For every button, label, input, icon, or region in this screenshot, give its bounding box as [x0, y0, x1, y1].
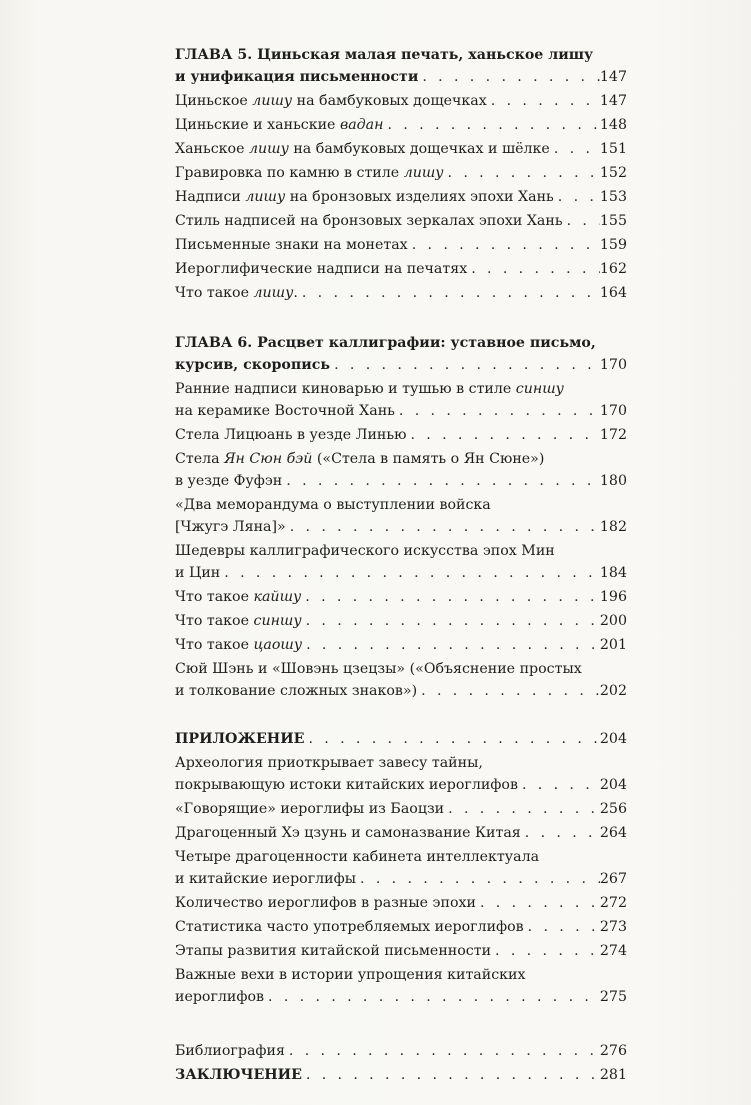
toc-entry[interactable]	[175, 258, 627, 280]
page-number: 204	[599, 731, 627, 747]
entry-last-line	[175, 210, 627, 232]
entry-last-line	[175, 586, 627, 608]
text-part: Циньские и ханьские	[175, 117, 340, 133]
entry-title	[175, 986, 264, 1008]
entry-last-line	[175, 66, 627, 88]
entry-last-line	[175, 282, 627, 304]
text-part: и Цин	[175, 565, 221, 581]
entry-title: и унификация письменности	[175, 69, 419, 85]
entry-last-line	[175, 774, 627, 796]
toc-entry[interactable]	[175, 798, 627, 820]
entry-last-line	[175, 138, 627, 160]
entry-last-line	[175, 1040, 627, 1062]
entry-line	[175, 494, 627, 516]
page-number: 152	[599, 165, 627, 181]
text-part-after: .	[293, 285, 298, 301]
entry-title	[175, 680, 417, 702]
page-number: 202	[599, 683, 627, 699]
entry-last-line	[175, 1064, 627, 1086]
entry-title	[175, 634, 302, 656]
page-number: 180	[599, 473, 627, 489]
text-part: Сюй Шэнь и «Шовэнь цзецзы» («Объяснение простых	[175, 661, 582, 677]
toc-entry[interactable]	[175, 378, 627, 422]
entry-last-line	[175, 258, 627, 280]
page-number: 281	[599, 1067, 627, 1083]
italic-part: лишу	[252, 93, 293, 109]
text-part: и толкование сложных знаков»)	[175, 683, 418, 699]
entry-title	[175, 892, 476, 914]
entry-title	[175, 162, 444, 184]
toc-entry[interactable]	[175, 634, 627, 656]
entry-title	[175, 400, 395, 422]
toc-entry[interactable]	[175, 448, 627, 492]
italic-part: лишу	[253, 285, 294, 301]
leader-dots	[550, 138, 600, 160]
entry-line	[175, 448, 627, 470]
page-number: 276	[599, 1043, 627, 1059]
toc-entry[interactable]	[175, 940, 627, 962]
leader-dots	[302, 610, 600, 632]
leader-dots	[444, 798, 600, 820]
entry-last-line	[175, 354, 627, 376]
entry-last-line	[175, 186, 627, 208]
toc-section	[175, 332, 627, 702]
entry-last-line	[175, 470, 627, 492]
page-number: 201	[599, 637, 627, 653]
leader-dots	[444, 162, 600, 184]
leader-dots	[301, 586, 600, 608]
page-number: 182	[599, 519, 627, 535]
toc-entry[interactable]	[175, 424, 627, 446]
entry-line	[175, 752, 627, 774]
section-spacer	[175, 306, 627, 332]
leader-dots	[264, 986, 600, 1008]
toc-entry[interactable]	[175, 822, 627, 844]
leader-dots	[521, 822, 600, 844]
leader-dots	[282, 470, 600, 492]
leader-dots	[285, 1040, 600, 1062]
entry-title	[175, 234, 408, 256]
italic-part: Ян Сюн бэй	[224, 451, 313, 467]
page-number: 162	[599, 261, 627, 277]
italic-part: цаошу	[253, 637, 303, 653]
leader-dots	[286, 516, 600, 538]
entry-last-line	[175, 114, 627, 136]
text-part: на керамике Восточной Хань	[175, 403, 395, 419]
entry-title	[175, 798, 444, 820]
entry-last-line	[175, 822, 627, 844]
text-part: Четыре драгоценности кабинета интеллектуала	[175, 849, 540, 865]
page-number: 273	[599, 919, 627, 935]
leader-dots	[298, 282, 600, 304]
text-part: Этапы развития китайской письменности	[175, 943, 492, 959]
leader-dots	[487, 90, 600, 112]
section-spacer	[175, 1010, 627, 1040]
page-number: 256	[599, 801, 627, 817]
entry-title	[175, 138, 550, 160]
italic-part: вадан	[339, 117, 384, 133]
leader-dots	[304, 728, 599, 750]
entry-last-line	[175, 162, 627, 184]
text-part-after: на бронзовых изделиях эпохи Хань	[285, 189, 554, 205]
entry-last-line	[175, 424, 627, 446]
italic-part: лишу	[245, 189, 286, 205]
toc-entry[interactable]	[175, 892, 627, 914]
toc-section	[175, 728, 627, 1008]
page-number: 274	[599, 943, 627, 959]
page-number: 275	[599, 989, 627, 1005]
toc-entry[interactable]	[175, 186, 627, 208]
toc-entry[interactable]	[175, 90, 627, 112]
entry-last-line	[175, 634, 627, 656]
page-number: 170	[599, 357, 627, 373]
text-part: Количество иероглифов в разные эпохи	[175, 895, 476, 911]
entry-title: ПРИЛОЖЕНИЕ	[175, 731, 305, 747]
text-part-after: на бамбуковых дощечках и шёлке	[288, 141, 550, 157]
italic-part: синшу	[515, 381, 564, 397]
text-part: Ранние надписи киноварью и тушью в стиле	[175, 381, 516, 397]
page-number: 147	[599, 93, 627, 109]
text-part: Циньское	[175, 93, 253, 109]
page-number: 184	[599, 565, 627, 581]
leader-dots	[302, 1064, 600, 1086]
entry-title	[175, 470, 282, 492]
leader-dots	[356, 868, 600, 890]
page-number: 172	[599, 427, 627, 443]
toc-entry[interactable]	[175, 658, 627, 702]
entry-title	[175, 186, 554, 208]
text-part: Стела Лицюань в уезде Линью	[175, 427, 407, 443]
page-number: 200	[599, 613, 627, 629]
entry-last-line	[175, 798, 627, 820]
entry-title	[175, 586, 301, 608]
entry-title	[175, 516, 286, 538]
chapter-heading-entry[interactable]	[175, 44, 627, 88]
leader-dots	[418, 66, 600, 88]
entry-last-line	[175, 986, 627, 1008]
text-part: Что такое	[175, 285, 254, 301]
entry-last-line	[175, 728, 627, 750]
entry-line: ГЛАВА 5. Циньская малая печать, ханьское лишу	[175, 47, 594, 63]
page-number: 148	[599, 117, 627, 133]
entry-last-line	[175, 516, 627, 538]
text-part: Археология приоткрывает завесу тайны,	[175, 755, 483, 771]
leader-dots	[302, 634, 600, 656]
leader-dots	[406, 424, 599, 446]
entry-line	[175, 540, 627, 562]
chapter-heading-entry[interactable]	[175, 332, 627, 376]
entry-title	[175, 258, 467, 280]
text-part: Что такое	[175, 637, 254, 653]
leader-dots	[524, 916, 600, 938]
text-part: Шедевры каллиграфического искусства эпох Мин	[175, 543, 555, 559]
entry-title	[175, 610, 302, 632]
leader-dots	[408, 234, 600, 256]
text-part: Надписи	[175, 189, 246, 205]
leader-dots	[330, 354, 600, 376]
text-part: [Чжугэ Ляна]»	[175, 519, 286, 535]
text-part-after: («Стела в память о Ян Сюне»)	[312, 451, 545, 467]
entry-last-line	[175, 90, 627, 112]
italic-part: лишу	[249, 141, 289, 157]
entry-last-line	[175, 234, 627, 256]
text-part: Что такое	[175, 613, 254, 629]
table-of-contents	[175, 44, 627, 1088]
toc-entry[interactable]	[175, 586, 627, 608]
entry-last-line	[175, 916, 627, 938]
italic-part: синшу	[253, 613, 302, 629]
page-number: 267	[599, 871, 627, 887]
page-number: 170	[599, 403, 627, 419]
toc-entry[interactable]	[175, 752, 627, 796]
leader-dots	[467, 258, 600, 280]
chapter-heading-entry[interactable]	[175, 728, 627, 750]
italic-part: кайшу	[253, 589, 302, 605]
entry-title	[175, 90, 487, 112]
page-number: 272	[599, 895, 627, 911]
leader-dots	[383, 114, 599, 136]
leader-dots	[554, 186, 600, 208]
entry-title	[175, 940, 491, 962]
toc-entry[interactable]	[175, 494, 627, 538]
text-part: и китайские иероглифы	[175, 871, 357, 887]
page-number: 155	[599, 213, 627, 229]
text-part: Драгоценный Хэ цзунь и самоназвание Китая	[175, 825, 521, 841]
entry-title	[175, 424, 406, 446]
text-part: «Два меморандума о выступлении войска	[175, 497, 491, 513]
toc-entry[interactable]	[175, 282, 627, 304]
entry-title	[175, 562, 220, 584]
entry-line	[175, 964, 627, 986]
text-part: Библиография	[175, 1043, 285, 1059]
page-number: 159	[599, 237, 627, 253]
section-spacer	[175, 704, 627, 728]
entry-line: ГЛАВА 6. Расцвет каллиграфии: уставное письмо,	[175, 335, 596, 351]
text-part: в уезде Фуфэн	[175, 473, 283, 489]
toc-entry[interactable]	[175, 610, 627, 632]
page-number: 151	[599, 141, 627, 157]
text-part: Статистика часто употребляемых иероглифов	[175, 919, 524, 935]
toc-entry[interactable]	[175, 846, 627, 890]
leader-dots	[491, 940, 600, 962]
entry-title	[175, 822, 521, 844]
entry-title	[175, 774, 518, 796]
toc-section	[175, 1040, 627, 1086]
leader-dots	[220, 562, 600, 584]
leader-dots	[563, 210, 600, 232]
leader-dots	[476, 892, 600, 914]
toc-entry[interactable]	[175, 138, 627, 160]
text-part: Стиль надписей на бронзовых зеркалах эпохи Хань	[175, 213, 563, 229]
page-number: 164	[599, 285, 627, 301]
text-part: Что такое	[175, 589, 254, 605]
toc-section	[175, 44, 627, 304]
leader-dots	[518, 774, 600, 796]
toc-entry[interactable]	[175, 234, 627, 256]
text-part: Важные вехи в истории упрощения китайских	[175, 967, 526, 983]
text-part: Иероглифические надписи на печатях	[175, 261, 468, 277]
text-part-after: на бамбуковых дощечках	[292, 93, 487, 109]
page-number: 196	[599, 589, 627, 605]
leader-dots	[395, 400, 600, 422]
toc-entry[interactable]	[175, 1040, 627, 1062]
entry-title: ЗАКЛЮЧЕНИЕ	[175, 1067, 302, 1083]
entry-last-line	[175, 562, 627, 584]
entry-line	[175, 846, 627, 868]
toc-entry[interactable]	[175, 964, 627, 1008]
entry-last-line	[175, 680, 627, 702]
text-part: Гравировка по камню в стиле	[175, 165, 404, 181]
text-part: Стела	[175, 451, 225, 467]
entry-title	[175, 114, 383, 136]
entry-line	[175, 378, 627, 400]
entry-last-line	[175, 940, 627, 962]
page-number: 264	[599, 825, 627, 841]
entry-title	[175, 868, 356, 890]
entry-last-line	[175, 400, 627, 422]
entry-last-line	[175, 610, 627, 632]
text-part: Ханьское	[175, 141, 249, 157]
toc-entry[interactable]	[175, 540, 627, 584]
entry-title	[175, 916, 524, 938]
text-part: «Говорящие» иероглифы из Баоцзи	[175, 801, 445, 817]
entry-title	[175, 1040, 285, 1062]
toc-entry[interactable]	[175, 210, 627, 232]
text-part: иероглифов	[175, 989, 265, 1005]
page-number: 204	[599, 777, 627, 793]
toc-entry[interactable]	[175, 916, 627, 938]
entry-title: курсив, скоропись	[175, 357, 331, 373]
entry-line	[175, 658, 627, 680]
page-number: 147	[599, 69, 627, 85]
leader-dots	[417, 680, 600, 702]
page-number: 153	[599, 189, 627, 205]
entry-last-line	[175, 868, 627, 890]
text-part: покрывающую истоки китайских иероглифов	[175, 777, 518, 793]
toc-entry[interactable]	[175, 162, 627, 184]
entry-last-line	[175, 892, 627, 914]
toc-entry[interactable]	[175, 114, 627, 136]
italic-part: лишу	[403, 165, 444, 181]
text-part: Письменные знаки на монетах	[175, 237, 408, 253]
entry-title	[175, 282, 298, 304]
entry-title	[175, 210, 563, 232]
chapter-heading-entry[interactable]	[175, 1064, 627, 1086]
